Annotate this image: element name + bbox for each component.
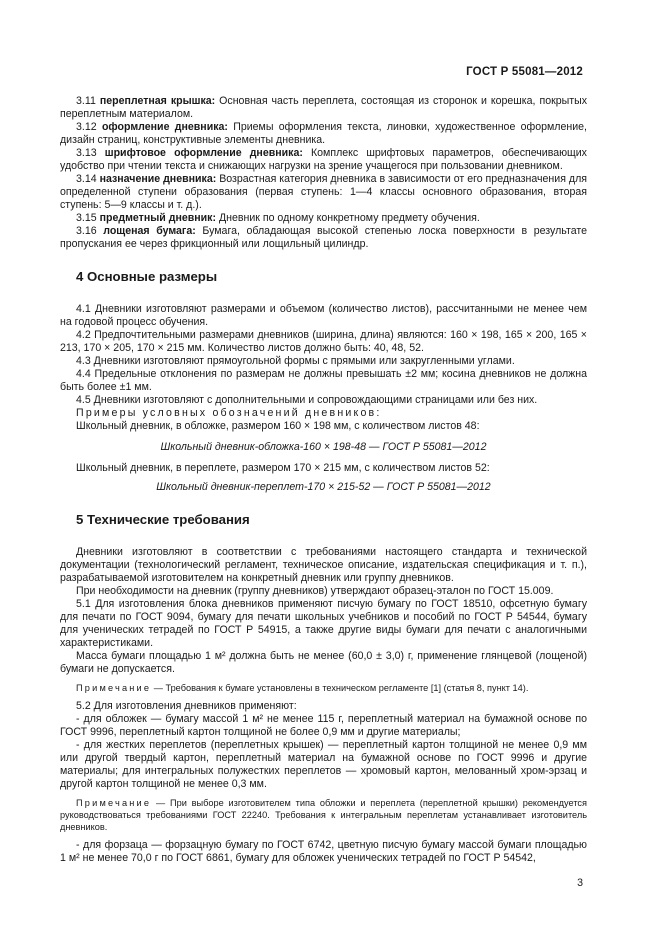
page-content — [60, 95, 587, 865]
paragraph-covers: - для обложек — бумагу массой 1 м² не менее 115 г, переплетный материал на бумажной основе по ГОСТ 9996, переплетный картон толщиной не более 0,9 мм и другие материалы; — [60, 713, 587, 738]
term-3-15: 3.15 предметный дневник: Дневник по одному конкретному предмету обучения. — [76, 212, 480, 224]
paragraph-4-2: 4.2 Предпочтительными размерами дневников (ширина, длина) являются: 160 × 198, 165 × 200, 165 × 213, 170 × 205, 170 × 215 мм. Количество листов должно быть: 40, 48, 52. — [60, 329, 587, 354]
page-number: 3 — [577, 877, 583, 889]
examples-label: Примеры условных обозначений дневников: — [76, 407, 382, 419]
example-2-code: Школьный дневник-переплет-170 × 215-52 — ГОСТ Р 55081—2012 — [156, 481, 491, 493]
section-4-title: 4 Основные размеры — [76, 269, 218, 284]
note-2: Примечание — При выборе изготовителем типа обложки и переплета (переплетной крышки) рекомендуется руководствоваться требованиями ГОСТ 22240. Требования к интегральным переплетам устанавливает изготовитель дневников. — [60, 798, 587, 832]
term-3-12: 3.12 оформление дневника: Приемы оформления текста, линовки, художественное оформление, дизайн страниц, конструктивные элементы дневника. — [60, 121, 587, 146]
note-1: Примечание — Требования к бумаге установлены в техническом регламенте [1] (статья 8, пункт 14). — [76, 683, 529, 693]
paragraph-4-1: 4.1 Дневники изготовляют размерами и объемом (количество листов), рассчитанными не менее чем на годовой процесс обучения. — [60, 303, 587, 328]
paragraph-5-2: 5.2 Для изготовления дневников применяют: — [76, 700, 297, 712]
paragraph-5-sample: При необходимости на дневник (группу дневников) утверждают образец-эталон по ГОСТ 15.009. — [76, 585, 554, 597]
term-3-11: 3.11 переплетная крышка: Основная часть переплета, состоящая из сторонок и корешка, покрытых переплетным материалом. — [60, 95, 587, 120]
example-1-code: Школьный дневник-обложка-160 × 198-48 — ГОСТ Р 55081—2012 — [160, 441, 487, 453]
paragraph-5-1: 5.1 Для изготовления блока дневников применяют писчую бумагу по ГОСТ 18510, офсетную бумагу для печати по ГОСТ 9094, бумагу для печати школьных учебников и пособий по ГОСТ Р 54544, бумагу для ученических тетрадей по ГОСТ Р 54915, а также другие виды бумаги для печати с аналогичными характеристиками. — [60, 598, 587, 649]
paragraph-4-5: 4.5 Дневники изготовляют с дополнительными и сопровождающими страницами или без них. — [76, 394, 538, 406]
term-3-16: 3.16 лощеная бумага: Бумага, обладающая высокой степенью лоска поверхности в результате пропускания ее через фрикционный или лощильный цилиндр. — [60, 225, 588, 250]
example-2-text: Школьный дневник, в переплете, размером 170 × 215 мм, с количеством листов 52: — [76, 462, 490, 474]
paragraph-paper-mass: Масса бумаги площадью 1 м² должна быть не менее (60,0 ± 3,0) г, применение глянцевой (лощеной) бумаги не допускается. — [60, 650, 587, 675]
paragraph-bindings: - для жестких переплетов (переплетных крышек) — переплетный картон толщиной не менее 0,9 мм или другой твердый картон, переплетный материал на бумажной основе по ГОСТ 9996 и другие материалы; для интегральных полужестких переплетов — хромовый картон, мелованный хром-эрзац и другой картон толщиной не менее 0,3 мм. — [60, 739, 587, 790]
paragraph-4-4: 4.4 Предельные отклонения по размерам не должны превышать ±2 мм; косина дневников не должна быть более ±1 мм. — [60, 368, 587, 393]
paragraph-5-intro: Дневники изготовляют в соответствии с требованиями настоящего стандарта и технической документации (технологический регламент, техническое описание, издательская спецификация и т. п.), разрабатываемой изготовителем на конкретный дневник или группу дневников. — [60, 546, 587, 584]
section-5-title: 5 Технические требования — [76, 512, 250, 527]
paragraph-endpaper: - для форзаца — форзацную бумагу по ГОСТ 6742, цветную писчую бумагу массой бумаги площадью 1 м² не менее 70,0 г по ГОСТ 6861, бумагу для обложек ученических тетрадей по ГОСТ Р 54542, — [60, 839, 587, 864]
example-1-text: Школьный дневник, в обложке, размером 160 × 198 мм, с количеством листов 48: — [76, 420, 480, 432]
term-3-14: 3.14 назначение дневника: Возрастная категория дневника в зависимости от его предназначения для определенной ступени образования (первая ступень: 1—4 классы основного образования, вторая ступень: 5—9 классы и т. д.). — [60, 173, 587, 211]
paragraph-4-3: 4.3 Дневники изготовляют прямоугольной формы с прямыми или закругленными углами. — [76, 355, 515, 367]
document-header: ГОСТ Р 55081—2012 — [466, 66, 583, 78]
term-3-13: 3.13 шрифтовое оформление дневника: Комплекс шрифтовых параметров, обеспечивающих удобство при чтении текста и снижающих нагрузки на зрение учащегося при пользовании дневником. — [60, 147, 587, 172]
